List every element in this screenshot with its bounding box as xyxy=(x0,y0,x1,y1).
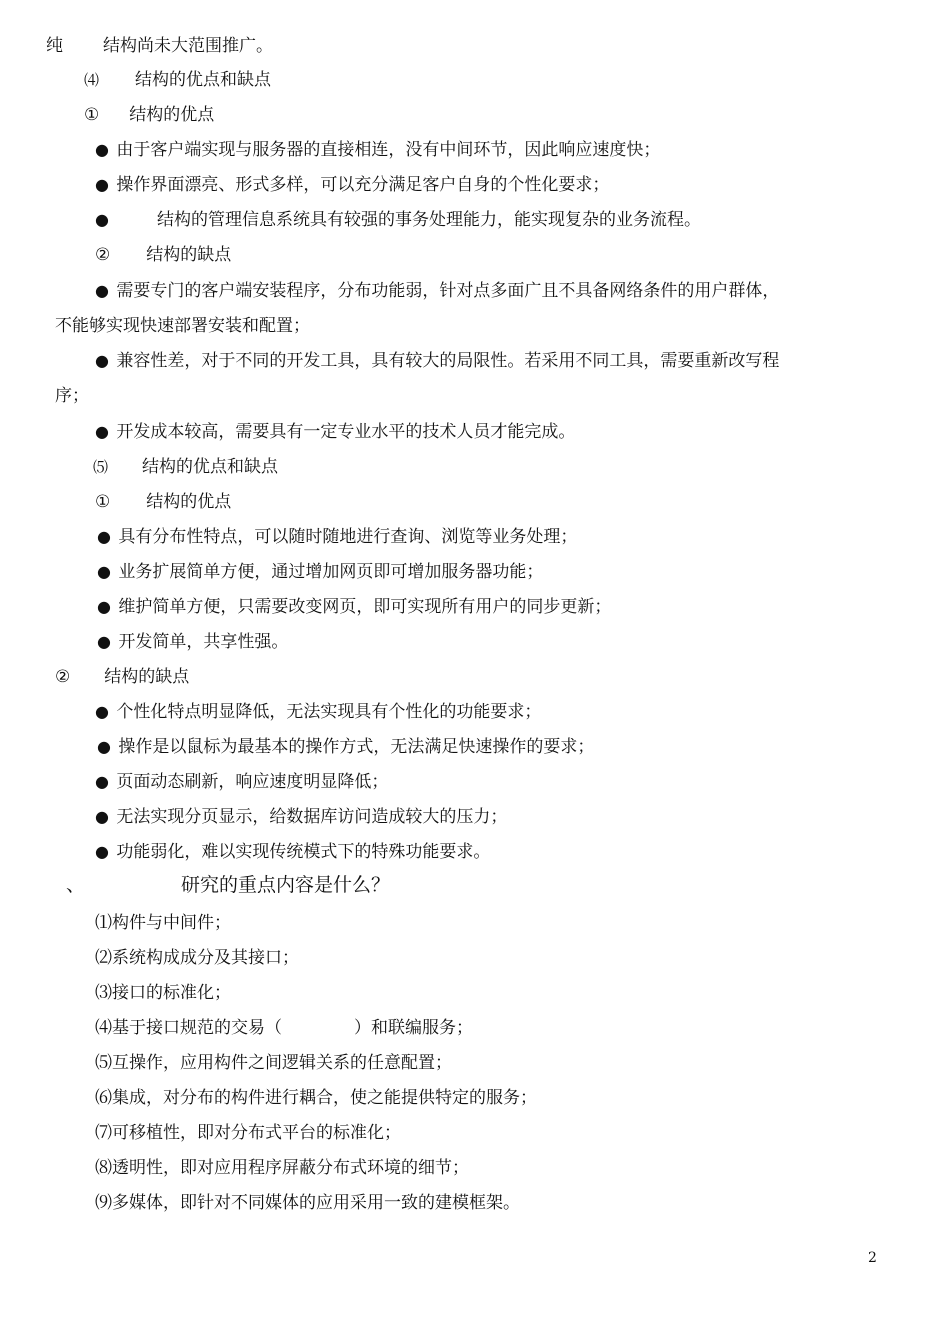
list-item xyxy=(97,561,543,583)
list-item-text: 操作是以鼠标为最基本的操作方式，无法满足快速操作的要求； xyxy=(118,737,595,757)
list-item xyxy=(95,1052,452,1074)
list-item-text: ⑹集成，对分布的构件进行耦合，使之能提供特定的服务； xyxy=(95,1088,537,1108)
list-item-text: ⑴构件与中间件； xyxy=(95,913,231,933)
list-item xyxy=(95,1192,520,1214)
text-line xyxy=(46,35,273,57)
list-item-text: ⑷基于接口规范的交易（ xyxy=(95,1018,282,1038)
list-item xyxy=(95,701,541,723)
subsection-title: 结构的缺点 xyxy=(146,245,232,265)
section-number: ⑸ xyxy=(93,458,109,476)
list-item xyxy=(95,1087,537,1109)
list-item xyxy=(95,947,299,969)
subsection-heading xyxy=(95,491,231,513)
list-item-text: 兼容性差，对于不同的开发工具，具有较大的局限性。若采用不同工具，需要重新改写程 xyxy=(116,351,780,371)
list-item-text: ⑵系统构成成分及其接口； xyxy=(95,948,299,968)
bullet-icon: ● xyxy=(97,562,111,581)
list-item xyxy=(95,350,779,372)
list-item-text: 结构的管理信息系统具有较强的事务处理能力，能实现复杂的业务流程。 xyxy=(157,210,701,230)
subsection-title: 结构的优点 xyxy=(129,105,215,125)
bullet-icon: ● xyxy=(95,140,109,159)
list-item-text: ⑺可移植性，即对分布式平台的标准化； xyxy=(95,1123,401,1143)
bullet-icon: ● xyxy=(95,702,109,721)
bullet-icon: ● xyxy=(97,632,111,651)
list-item-text: 序； xyxy=(55,386,89,406)
list-item-text: 页面动态刷新，响应速度明显降低； xyxy=(116,772,389,792)
heading-number: 、 xyxy=(66,874,86,896)
list-item-text: 操作界面漂亮、形式多样，可以充分满足客户自身的个性化要求； xyxy=(116,175,610,195)
subsection-title: 结构的优点 xyxy=(146,492,232,512)
text-line-continuation xyxy=(55,315,310,337)
bullet-icon: ● xyxy=(95,807,109,826)
subsection-number: ② xyxy=(95,245,111,265)
list-item xyxy=(95,771,388,793)
list-item-text: ⑶接口的标准化； xyxy=(95,983,231,1003)
bullet-icon: ● xyxy=(95,210,109,229)
subsection-title: 结构的缺点 xyxy=(104,667,190,687)
bullet-icon: ● xyxy=(97,527,111,546)
heading-title: 研究的重点内容是什么？ xyxy=(181,874,391,896)
subsection-heading xyxy=(84,104,214,126)
list-item-text: 无法实现分页显示，给数据库访问造成较大的压力； xyxy=(116,807,508,827)
list-item-text: 开发简单，共享性强。 xyxy=(118,632,289,652)
text-fragment: 纯 xyxy=(46,36,63,56)
section-title: 结构的优点和缺点 xyxy=(135,70,272,90)
list-item xyxy=(95,421,575,443)
list-item xyxy=(97,631,288,653)
list-item xyxy=(95,1017,473,1039)
list-item-text: 具有分布性特点，可以随时随地进行查询、浏览等业务处理； xyxy=(118,527,578,547)
subsection-heading xyxy=(95,244,231,266)
list-item xyxy=(95,139,660,161)
text-fragment: 结构尚未大范围推广。 xyxy=(103,36,273,56)
list-item-text: 不能够实现快速部署安装和配置； xyxy=(55,316,310,336)
list-item xyxy=(95,841,490,863)
list-item xyxy=(95,806,507,828)
subsection-number: ① xyxy=(95,492,111,512)
list-item xyxy=(95,982,231,1004)
section-heading xyxy=(93,456,278,478)
text-line-continuation xyxy=(55,385,89,407)
section-number: ⑷ xyxy=(84,71,100,89)
bullet-icon: ● xyxy=(97,597,111,616)
list-item-text: 维护简单方便，只需要改变网页，即可实现所有用户的同步更新； xyxy=(118,597,612,617)
bullet-icon: ● xyxy=(95,842,109,861)
list-item xyxy=(97,526,577,548)
section-heading xyxy=(84,69,271,91)
subsection-number: ① xyxy=(84,105,100,125)
question-heading xyxy=(66,874,390,896)
list-item xyxy=(97,736,594,758)
section-title: 结构的优点和缺点 xyxy=(142,457,279,477)
list-item-text: 功能弱化，难以实现传统模式下的特殊功能要求。 xyxy=(116,842,491,862)
subsection-number: ② xyxy=(55,667,71,687)
bullet-icon: ● xyxy=(95,351,109,370)
list-item xyxy=(97,596,611,618)
list-item xyxy=(95,1122,401,1144)
list-item-text: 业务扩展简单方便，通过增加网页即可增加服务器功能； xyxy=(118,562,544,582)
bullet-icon: ● xyxy=(97,737,111,756)
list-item-text: ⑼多媒体，即针对不同媒体的应用采用一致的建模框架。 xyxy=(95,1193,520,1213)
bullet-icon: ● xyxy=(95,175,109,194)
bullet-icon: ● xyxy=(95,281,109,300)
bullet-icon: ● xyxy=(95,422,109,441)
list-item xyxy=(95,280,779,302)
list-item-text: 由于客户端实现与服务器的直接相连，没有中间环节，因此响应速度快； xyxy=(116,140,661,160)
list-item-text: 需要专门的客户端安装程序，分布功能弱，针对点多面广且不具备网络条件的用户群体， xyxy=(116,281,780,301)
list-item-text: ⑻透明性，即对应用程序屏蔽分布式环境的细节； xyxy=(95,1158,469,1178)
list-item xyxy=(95,1157,469,1179)
list-item-text: 开发成本较高，需要具有一定专业水平的技术人员才能完成。 xyxy=(116,422,576,442)
bullet-icon: ● xyxy=(95,772,109,791)
list-item-text: 个性化特点明显降低，无法实现具有个性化的功能要求； xyxy=(116,702,542,722)
list-item-text: ⑸互操作，应用构件之间逻辑关系的任意配置； xyxy=(95,1053,452,1073)
list-item xyxy=(95,209,701,231)
list-item xyxy=(95,912,231,934)
list-item-text: ）和联编服务； xyxy=(354,1018,473,1038)
list-item xyxy=(95,174,609,196)
page-number: 2 xyxy=(868,1250,877,1266)
subsection-heading xyxy=(55,666,189,688)
